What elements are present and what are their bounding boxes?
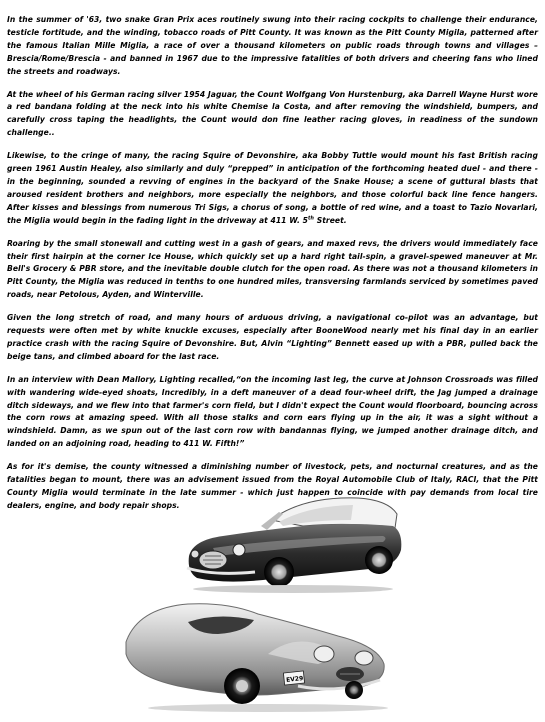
paragraph-squire-end: Street. bbox=[314, 215, 347, 225]
paragraph-interview: In an interview with Dean Mallory, Lighting recalled,“on the incoming last leg, the curve at Johnson Crossroads was filled with wandering wide-eyed shoats, Incredibly, in a deft maneuver of a dead four-wheel drift, the Jag jumped a drainage ditch sideways, and we flew into that farmer's corn field, but I didn't expect the Count would floorboard, bouncing across the corn rows at amazing speed. With all those stalks and corn ears flying up in the air, it was a sight without a windshield. Damn, as we spun out of the last corn row with bandannas flying, we jumped another drainage ditch, and landed on an adjoining road, heading to 411 W. Fifth!” bbox=[7, 374, 538, 449]
license-plate-text: EV29 bbox=[285, 675, 304, 684]
paragraph-demise: As for it's demise, the county witnessed a diminishing number of livestock, pets, and nocturnal creatures, and as the fatalities began to mount, there was an advisement issued from the Royal Automobile Club of Italy, RACI, that the Pitt County Miglia would terminate in the late summer - which just happen to coincide with pay demands from local tire dealers, engine, and body repair shops. bbox=[7, 462, 538, 510]
austin-healey-photo bbox=[183, 492, 405, 594]
paragraph-intro: In the summer of '63, two snake Gran Prix aces routinely swung into their racing cockpits to challenge their endurance, testicle fortitude, and the winding, tobacco roads of Pitt County. It was known as the Pitt County Migila, patterned after the famous Italian Mille Miglia, a race of over a thousand kilometers on public roads through towns and villages – Brescia/Rome/Brescia - and banned in 1967 due to the impressive fatalities of both drivers and cheering fans who lined the streets and roadways. bbox=[7, 15, 538, 76]
jaguar-photo bbox=[118, 594, 390, 714]
paragraph-route: Roaring by the small stonewall and cutting west in a gash of gears, and maxed revs, the drivers would immediately face their first hairpin at the corner Ice House, which quickly set up a hard right tail-spin, a gravel-spewed maneuver at Mr. Bell's Grocery & PBR store, and the inevitable double clutch for the open road. As there was not a thousand kilometers in Pitt County, the Miglia was reduced in tenths to one hundred miles, transversing farmlands serviced by sometimes paved roads, near Petolous, Ayden, and Winterville. bbox=[7, 238, 538, 300]
paragraph-count: At the wheel of his German racing silver 1954 Jaguar, the Count Wolfgang Von Hurstenburg, aka Darrell Wayne Hurst wore a red bandana folding at the neck into his white Chemise la Costa, and after removing the windshield, bumpers, and carefully cross taping the headlights, the Count would don fine leather racing gloves, in readiness of the sundown challenge.. bbox=[7, 89, 538, 138]
paragraph-copilot: Given the long stretch of road, and many hours of arduous driving, a navigational co-pilot was an advantage, but requests were often met by white knuckle excuses, especially after BooneWood nearly met his final day in an earlier practice crash with the racing Squire of Devonshire. But, Alvin “Lighting” Bennett eased up with a PBR, pulled back the beige tans, and climbed aboard for the last race. bbox=[7, 313, 538, 361]
paragraph-squire bbox=[7, 150, 538, 227]
ordinal-suffix: th bbox=[307, 215, 315, 222]
paragraph-squire-text: Likewise, to the cringe of many, the racing Squire of Devonshire, aka Bobby Tuttle would mount his fast British racing green 1961 Austin Healey, also similarly and duly “prepped” in anticipation of the forthcoming heated duel - and there - in the beginning, sounded a revving of engines in the backyard of the Snake House; a scene of guttural blasts that aroused resident brothers and neighbors, more especially the neighbors, and those colorful back line fence hangers. After kisses and blessings from numerous Tri Sigs, a chorus of song, a bottle of red wine, and a toast to Tazio Novarlari, the Miglia would begin in the fading light in the driveway at 411 W. 5 bbox=[7, 151, 538, 225]
